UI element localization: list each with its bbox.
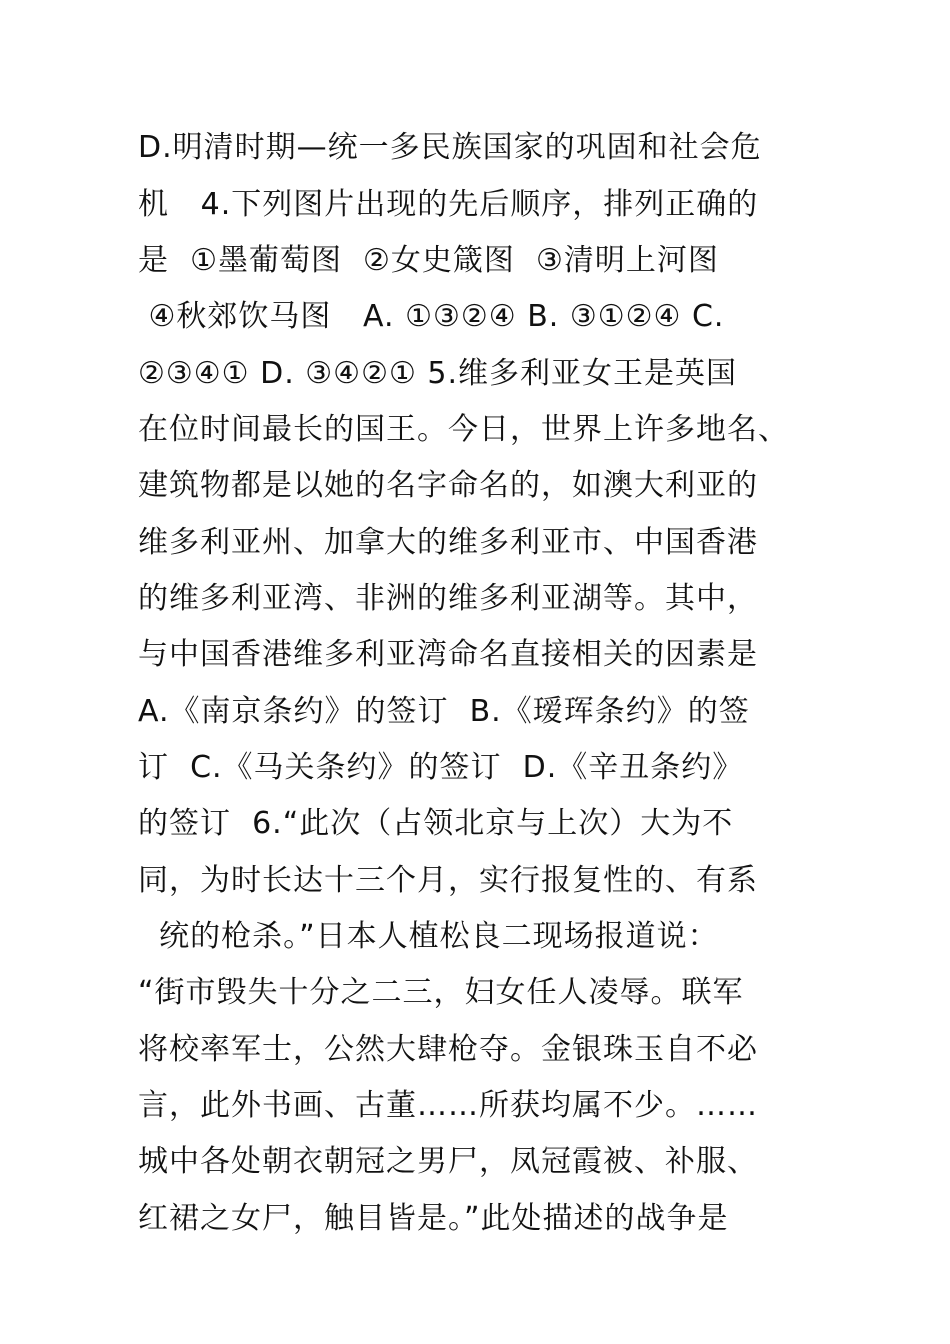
text-line: 机 4.下列图片出现的先后顺序，排列正确的 — [138, 187, 759, 222]
text-line: ②③④① D. ③④②① 5.维多利亚女王是英国 — [138, 356, 738, 391]
text-line: 城中各处朝衣朝冠之男尸，凤冠霞被、补服、 — [138, 1144, 758, 1179]
text-line: 是 ①墨葡萄图 ②女史箴图 ③清明上河图 — [138, 243, 719, 278]
text-line: 言，此外书画、古董……所获均属不少。…… — [138, 1088, 758, 1123]
text-line: 统的枪杀。”日本人植松良二现场报道说： — [138, 919, 719, 954]
text-line: 将校率军士，公然大肆枪夺。金银珠玉自不必 — [138, 1032, 758, 1067]
text-line: ④秋郊饮马图 A. ①③②④ B. ③①②④ C. — [138, 299, 725, 334]
text-line: 在位时间最长的国王。今日，世界上许多地名、 — [138, 412, 789, 447]
text-line: A.《南京条约》的签订 B.《瑷珲条约》的签 — [138, 694, 750, 729]
text-line: 与中国香港维多利亚湾命名直接相关的因素是 — [138, 637, 758, 672]
text-line: 的维多利亚湾、非洲的维多利亚湖等。其中， — [138, 581, 758, 616]
text-line: D.明清时期—统一多民族国家的巩固和社会危 — [138, 130, 762, 165]
text-line: 订 C.《马关条约》的签订 D.《辛丑条约》 — [138, 750, 744, 785]
text-line: 的签订 6.“此次（占领北京与上次）大为不 — [138, 806, 734, 841]
text-line: 维多利亚州、加拿大的维多利亚市、中国香港 — [138, 525, 758, 560]
text-line: 建筑物都是以她的名字命名的，如澳大利亚的 — [138, 468, 758, 503]
text-line: 同，为时长达十三个月，实行报复性的、有系 — [138, 863, 758, 898]
text-line: 红裙之女尸，触目皆是。”此处描述的战争是 — [138, 1201, 729, 1236]
text-line: “街市毁失十分之二三，妇女任人凌辱。联军 — [138, 975, 744, 1010]
